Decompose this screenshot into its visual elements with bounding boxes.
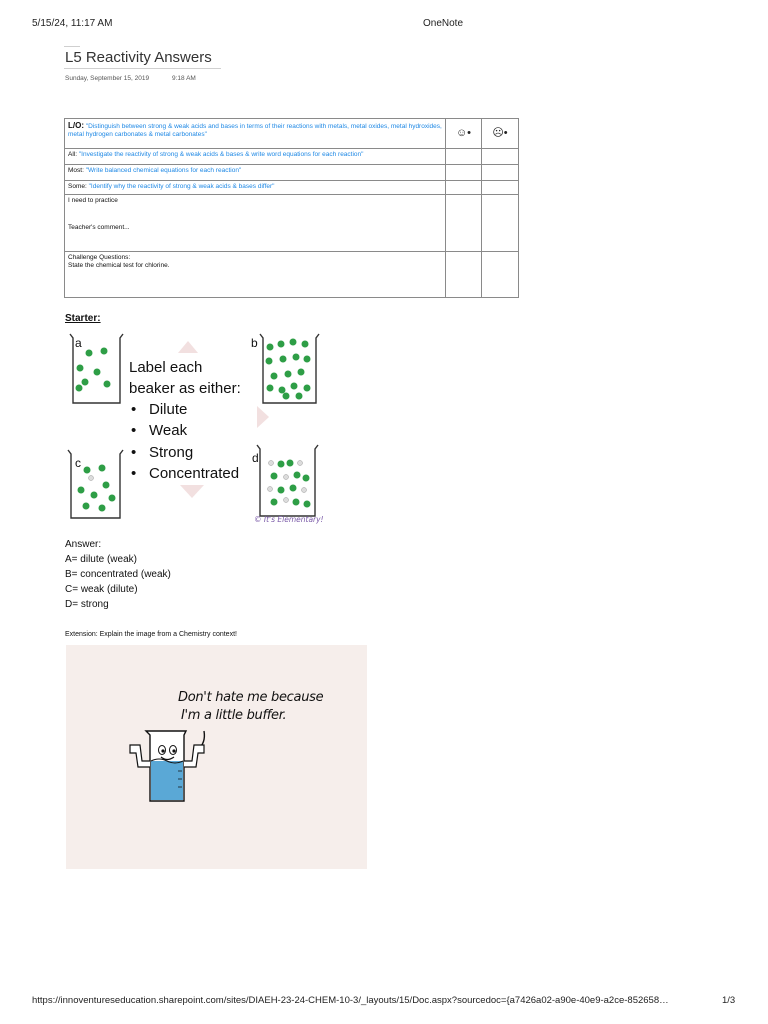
answer-line-c: C= weak (dilute) [65,584,138,595]
most-text: "Write balanced chemical equations for each reaction" [85,167,242,174]
table-row [65,119,519,149]
option-weak: Weak [149,422,188,439]
teacher-comment-label: Teacher's comment... [68,224,130,232]
option-concentrated: Concentrated [149,465,240,482]
bullet: • [131,401,137,418]
particles-c [78,465,116,512]
bullet: • [131,465,137,482]
image-credit: © It's Elementary! [254,515,324,524]
title-rule [64,46,80,47]
challenge-text: State the chemical test for chlorine. [68,262,170,270]
answer-heading: Answer: [65,539,102,550]
answer-block [65,537,171,612]
cartoon-caption [178,689,328,725]
answer-line-b: B= concentrated (weak) [65,569,171,580]
most-cell[interactable] [65,165,446,181]
arrow-up-icon [178,341,198,353]
checkbox-cell[interactable] [446,252,482,298]
checkbox-cell[interactable] [482,181,519,195]
practice-label: I need to practice [68,197,118,204]
objectives-table [64,118,519,298]
most-label: Most: [68,167,84,174]
table-row [65,195,519,252]
some-cell[interactable] [65,181,446,195]
checkbox-cell[interactable] [482,252,519,298]
checkbox-cell[interactable] [446,181,482,195]
lo-text: "Distinguish between strong & weak acids and bases in terms of their reactions with metals, metal oxides, metal hydroxides, metal hydrogen carbonates & metal carbonates" [68,123,442,139]
happy-face-icon: ☺• [446,119,482,149]
page-date: Sunday, September 15, 2019 [65,75,150,82]
option-dilute: Dilute [149,401,188,418]
checkbox-cell[interactable] [482,195,519,252]
lo-label: L/O: [68,121,84,130]
option-strong: Strong [149,444,194,461]
particles-d [268,460,311,508]
table-row [65,252,519,298]
beaker-diagram[interactable] [64,330,328,528]
checkbox-cell[interactable] [446,195,482,252]
some-text: "Identify why the reactivity of strong & weak acids & bases differ" [88,183,275,190]
arrow-right-icon [257,406,269,428]
all-label: All: [68,151,78,158]
cartoon-caption-line-1: Don't hate me because [178,690,324,705]
cartoon-caption-line-2: I'm a little buffer. [181,708,287,723]
beaker-c-label: c [75,456,81,470]
practice-cell[interactable] [65,195,446,252]
bullet: • [131,444,137,461]
footer-page-number: 1/3 [722,995,736,1006]
checkbox-cell[interactable] [482,165,519,181]
beaker-d-label: d [252,451,259,465]
all-cell[interactable] [65,149,446,165]
footer-url[interactable]: https://innoventureseducation.sharepoint.com/sites/DIAEH-23-24-CHEM-10-3/_layouts/15/Doc.aspx?sourcedoc={a7426a02-a90e-40e9-a2ce-852658… [32,995,669,1006]
table-row [65,165,519,181]
beaker-a-label: a [75,336,82,350]
checkbox-cell[interactable] [482,149,519,165]
buffer-beaker-icon [126,721,216,811]
page-title[interactable]: L5 Reactivity Answers [65,49,212,66]
bullet: • [131,422,137,439]
answer-line-d: D= strong [65,599,109,610]
lo-cell[interactable] [65,119,446,149]
table-row [65,181,519,195]
instruction-line-2: beaker as either: [129,380,241,397]
challenge-label: Challenge Questions: [68,254,131,261]
some-label: Some: [68,183,87,190]
title-underline [64,68,221,69]
checkbox-cell[interactable] [446,165,482,181]
arrow-down-icon [180,485,204,498]
particles-a [76,348,111,392]
table-row [65,149,519,165]
print-datetime: 5/15/24, 11:17 AM [32,18,113,29]
particles-b [266,339,311,400]
buffer-cartoon[interactable] [66,645,367,869]
print-app-name: OneNote [423,18,464,29]
all-text: "Investigate the reactivity of strong & weak acids & bases & write word equations for each reaction" [78,151,364,158]
beaker-b-label: b [251,336,258,350]
page-time: 9:18 AM [172,75,196,82]
instruction-line-1: Label each [129,359,203,376]
starter-heading: Starter: [65,313,101,324]
answer-line-a: A= dilute (weak) [65,554,137,565]
sad-face-icon: ☹• [482,119,519,149]
checkbox-cell[interactable] [446,149,482,165]
challenge-cell[interactable] [65,252,446,298]
extension-text: Extension: Explain the image from a Chemistry context! [65,631,237,638]
